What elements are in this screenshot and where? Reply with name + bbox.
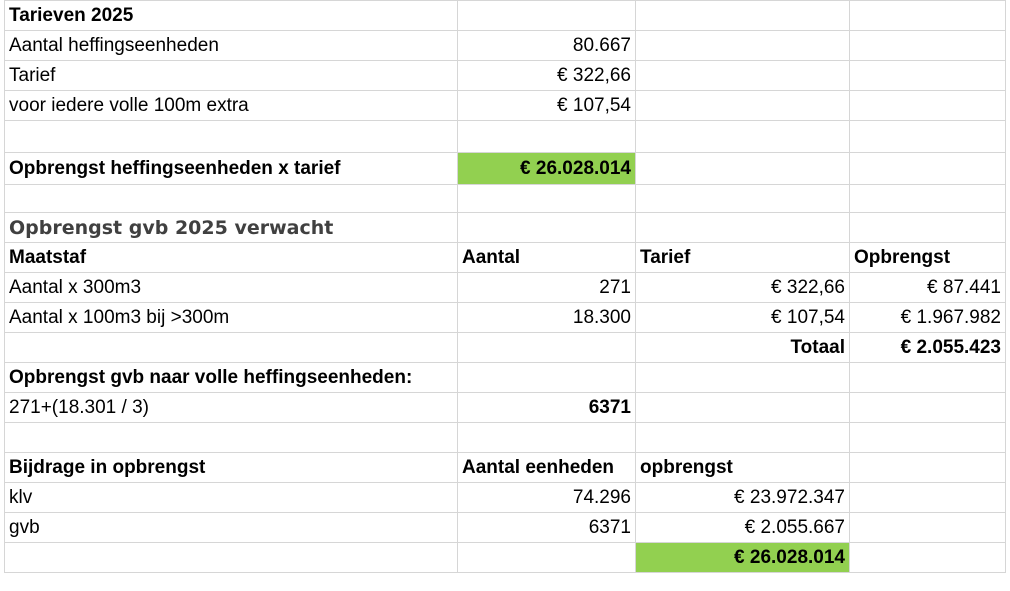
totaal-label[interactable]: Totaal [636,333,850,363]
cell-value[interactable]: € 107,54 [636,303,850,333]
cell-value[interactable]: € 87.441 [850,273,1006,303]
cell-empty[interactable] [458,1,636,31]
table-row [5,543,1006,573]
cell-empty[interactable] [458,333,636,363]
cell-empty[interactable] [636,1,850,31]
cell-empty[interactable] [850,61,1006,91]
opbrengst-total-highlight[interactable]: € 26.028.014 [458,153,636,185]
cell-value[interactable]: € 107,54 [458,91,636,121]
cell-value[interactable]: 80.667 [458,31,636,61]
cell-empty[interactable] [636,363,850,393]
table-row [5,513,1006,543]
table-row [5,1,1006,31]
opbrengst-label[interactable]: Opbrengst heffingseenheden x tarief [5,153,458,185]
header-tarief[interactable]: Tarief [636,243,850,273]
totaal-value[interactable]: € 2.055.423 [850,333,1006,363]
cell-empty[interactable] [850,1,1006,31]
header-opbrengst-lower[interactable]: opbrengst [636,453,850,483]
cell-empty[interactable] [458,185,636,213]
cell-empty[interactable] [636,153,850,185]
table-row [5,61,1006,91]
cell-empty[interactable] [850,453,1006,483]
section-title-tarieven[interactable]: Tarieven 2025 [5,1,458,31]
cell-empty[interactable] [5,121,458,153]
cell-label[interactable]: gvb [5,513,458,543]
cell-empty[interactable] [636,91,850,121]
cell-empty[interactable] [636,61,850,91]
cell-value[interactable]: € 322,66 [458,61,636,91]
section-title-volle[interactable]: Opbrengst gvb naar volle heffingseenheden: [5,363,458,393]
cell-value[interactable]: € 2.055.667 [636,513,850,543]
cell-empty[interactable] [458,363,636,393]
cell-empty[interactable] [850,483,1006,513]
table-row [5,393,1006,423]
cell-empty[interactable] [5,333,458,363]
cell-empty[interactable] [458,423,636,453]
cell-empty[interactable] [636,31,850,61]
cell-label[interactable]: Aantal heffingseenheden [5,31,458,61]
cell-empty[interactable] [636,423,850,453]
table-row [5,185,1006,213]
table-row [5,31,1006,61]
cell-empty[interactable] [850,31,1006,61]
cell-empty[interactable] [850,423,1006,453]
section-title-gvb[interactable]: Opbrengst gvb 2025 verwacht [5,213,458,243]
cell-empty[interactable] [636,393,850,423]
cell-empty[interactable] [850,91,1006,121]
table-row [5,363,1006,393]
header-opbrengst[interactable]: Opbrengst [850,243,1006,273]
cell-empty[interactable] [850,185,1006,213]
table-row [5,333,1006,363]
spreadsheet-table [4,0,1006,573]
section-title-bijdrage[interactable]: Bijdrage in opbrengst [5,453,458,483]
cell-empty[interactable] [850,153,1006,185]
cell-empty[interactable] [850,213,1006,243]
cell-empty[interactable] [458,213,636,243]
cell-empty[interactable] [636,213,850,243]
cell-empty[interactable] [850,513,1006,543]
cell-empty[interactable] [850,393,1006,423]
table-row [5,91,1006,121]
cell-value[interactable]: € 23.972.347 [636,483,850,513]
table-row [5,273,1006,303]
bijdrage-total-highlight[interactable]: € 26.028.014 [636,543,850,573]
table-row [5,153,1006,185]
table-row [5,423,1006,453]
cell-empty[interactable] [636,121,850,153]
cell-empty[interactable] [850,363,1006,393]
cell-value[interactable]: 18.300 [458,303,636,333]
cell-empty[interactable] [636,185,850,213]
cell-label[interactable]: voor iedere volle 100m extra [5,91,458,121]
table-row [5,303,1006,333]
header-aantal[interactable]: Aantal [458,243,636,273]
cell-empty[interactable] [458,121,636,153]
cell-value[interactable]: 271 [458,273,636,303]
header-aantal-eenheden[interactable]: Aantal eenheden [458,453,636,483]
cell-label[interactable]: klv [5,483,458,513]
cell-value[interactable]: 74.296 [458,483,636,513]
cell-value[interactable]: 6371 [458,513,636,543]
table-row [5,121,1006,153]
formula-label[interactable]: 271+(18.301 / 3) [5,393,458,423]
header-maatstaf[interactable]: Maatstaf [5,243,458,273]
cell-empty[interactable] [5,423,458,453]
cell-empty[interactable] [850,543,1006,573]
cell-value[interactable]: € 1.967.982 [850,303,1006,333]
table-row [5,453,1006,483]
cell-label[interactable]: Aantal x 100m3 bij >300m [5,303,458,333]
formula-result[interactable]: 6371 [458,393,636,423]
cell-empty[interactable] [458,543,636,573]
table-row [5,243,1006,273]
cell-empty[interactable] [5,543,458,573]
cell-value[interactable]: € 322,66 [636,273,850,303]
cell-empty[interactable] [5,185,458,213]
cell-empty[interactable] [850,121,1006,153]
table-row [5,483,1006,513]
cell-label[interactable]: Tarief [5,61,458,91]
table-row [5,213,1006,243]
cell-label[interactable]: Aantal x 300m3 [5,273,458,303]
